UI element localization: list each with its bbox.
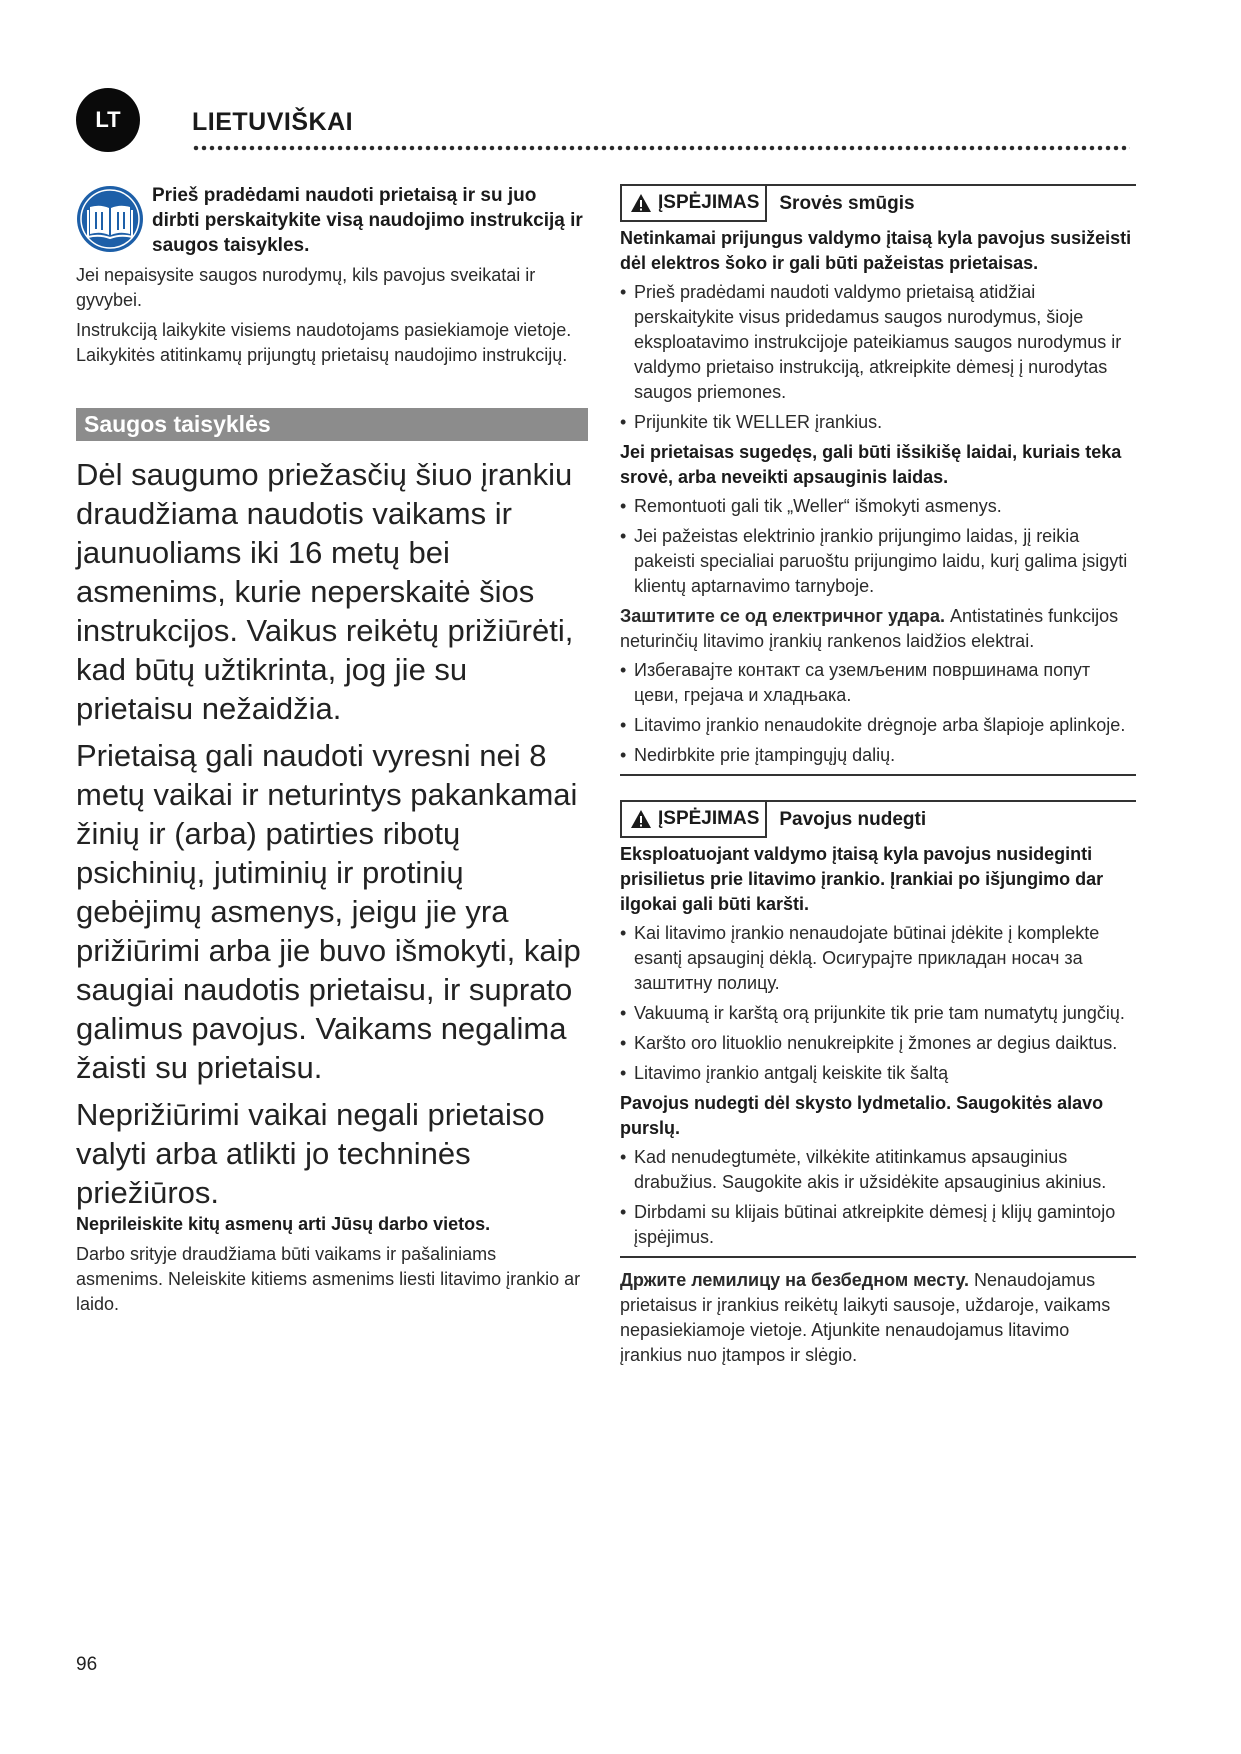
warning-electric-shock [620, 184, 1136, 776]
closing-paragraph-rest: Nenaudojamus prietaisus ir įrankius reikėtų laikyti sausoje, uždaroje, vaikams nepasiekiamoje vietoje. Atjunkite nenaudojamus litavimo įrankius nuo įtampos ir slėgio. [620, 1270, 1111, 1365]
mixed-paragraph [620, 604, 1136, 654]
bullet-list [620, 658, 1136, 768]
intro-block [76, 183, 588, 258]
warning-burn [620, 800, 1136, 1258]
warning-header [620, 800, 1136, 838]
warning-title: Pavojus nudegti [779, 809, 927, 830]
warning-triangle-icon [630, 193, 652, 213]
workplace-note-text: Darbo srityje draudžiama būti vaikams ir pašaliniams asmenims. Neleiskite kitiems asmenims liesti litavimo įrankio ar laido. [76, 1244, 581, 1314]
warning-bold-text-1: Eksploatuojant valdymo įtaisą kyla pavojus nusideginti prisilietus prie litavimo įrankio. Įrankiai po išjungimo dar ilgokai gali būti karšti. [620, 844, 1104, 914]
list-item: • Dirbdami su klijais būtinai atkreipkite dėmesį į klijų gamintojo įspėjimus. [620, 1200, 1136, 1250]
list-item: • Kad nenudegtumėte, vilkėkite atitinkamus apsauginius drabužius. Saugokite akis ir užsidėkite apsauginius akinius. [620, 1145, 1136, 1195]
list-item: • Vakuumą ir karštą orą prijunkite tik prie tam numatytų jungčių. [620, 1001, 1136, 1026]
list-item: • Karšto oro lituoklio nenukreipkite į žmones ar degius daiktus. [620, 1031, 1136, 1056]
list-item: • Prijunkite tik WELLER įrankius. [620, 410, 1136, 435]
warning-bold-text-2: Pavojus nudegti dėl skysto lydmetalio. Saugokitės alavo purslų. [620, 1093, 1104, 1138]
closing-paragraph-bold: Држите лемилицу на безбедном месту. [620, 1270, 969, 1290]
dotted-divider [192, 144, 1130, 152]
section-heading-safety: Saugos taisyklės [76, 408, 588, 441]
list-item: • Litavimo įrankio antgalį keiskite tik šaltą [620, 1061, 1136, 1086]
left-column [76, 183, 588, 1317]
large-safety-text-2: Prietaisą gali naudoti vyresni nei 8 metų vaikai ir neturintys pakankamai žinių ir (arba) patirties ribotų psichinių, jutiminių ir protinių gebėjimų asmenys, jeigu jie yra prižiūrimi arba jie buvo išmokyti, kaip saugiai naudotis prietaisu, ir suprato galimus pavojus. Vaikams negalima žaisti su prietaisu. [76, 738, 581, 1085]
list-item: • Избегавајте контакт са уземљеним површинама попут цеви, грејача и хладњака. [620, 658, 1136, 708]
intro-paragraph-1: Jei nepaisysite saugos nurodymų, kils pavojus sveikatai ir gyvybei. [76, 265, 536, 310]
warning-label: ĮSPĖJIMAS [658, 192, 760, 213]
warning-triangle-icon [630, 809, 652, 829]
list-item: • Remontuoti gali tik „Weller“ išmokyti asmenys. [620, 494, 1136, 519]
warning-end-rule [620, 774, 1136, 776]
closing-paragraph [620, 1268, 1136, 1368]
language-heading: LIETUVIŠKAI [192, 108, 354, 136]
bullet-list [620, 1145, 1136, 1250]
warning-header [620, 184, 1136, 222]
read-manual-icon [76, 185, 144, 253]
workplace-note-heading: Neprileiskite kitų asmenų arti Jūsų darbo vietos. [76, 1214, 491, 1234]
list-item: • Prieš pradėdami naudoti valdymo prietaisą atidžiai perskaitykite visus pridedamus saugos nurodymus, šioje eksploatavimo instrukcijoje pateikiamus saugos nurodymus ir valdymo prietaiso instrukciją, atkreipkite dėmesį į nurodytas saugos priemones. [620, 280, 1136, 405]
warning-bold-text-1: Netinkamai prijungus valdymo įtaisą kyla pavojus susižeisti dėl elektros šoko ir gali būti pažeistas prietaisas. [620, 228, 1132, 273]
bullet-list [620, 921, 1136, 1086]
list-item: • Nedirbkite prie įtampingųjų dalių. [620, 743, 1136, 768]
warning-label-box [620, 186, 767, 222]
page-number: 96 [76, 1654, 98, 1675]
list-item: • Kai litavimo įrankio nenaudojate būtinai įdėkite į komplekte esantį apsauginį dėklą. Осигурајте прикладан носач за заштитну полицу. [620, 921, 1136, 996]
warning-label-box [620, 802, 767, 838]
mixed-paragraph-bold: Заштитите се од електричног удара. [620, 606, 946, 626]
bullet-list [620, 280, 1136, 435]
intro-bold-text: Prieš pradėdami naudoti prietaisą ir su juo dirbti perskaitykite visą naudojimo instrukciją ir saugos taisykles. [152, 185, 583, 256]
large-safety-text-1: Dėl saugumo priežasčių šiuo įrankiu draudžiama naudotis vaikams ir jaunuoliams iki 16 metų bei asmenims, kurie neperskaitė šios instrukcijos. Vaikus reikėtų prižiūrėti, kad būtų užtikrinta, jog jie su prietaisu nežaidžia. [76, 457, 574, 726]
list-item: • Litavimo įrankio nenaudokite drėgnoje arba šlapioje aplinkoje. [620, 713, 1136, 738]
bullet-list [620, 494, 1136, 599]
right-column [620, 184, 1136, 1368]
intro-paragraph-2: Instrukciją laikykite visiems naudotojams pasiekiamoje vietoje. Laikykitės atitinkamų prijungtų prietaisų naudojimo instrukcijų. [76, 320, 572, 365]
warning-title: Srovės smūgis [779, 193, 915, 214]
mixed-paragraph-rest: Antistatinės funkcijos neturinčių litavimo įrankių rankenos laidžios elektrai. [620, 606, 1119, 651]
list-item: • Jei pažeistas elektrinio įrankio prijungimo laidas, jį reikia pakeisti specialiai paruoštu prijungimo laidu, kurį galima įsigyti klientų aptarnavimo tarnyboje. [620, 524, 1136, 599]
large-safety-text-3: Neprižiūrimi vaikai negali prietaiso valyti arba atlikti jo techninės priežiūros. [76, 1097, 545, 1210]
warning-end-rule [620, 1256, 1136, 1258]
warning-bold-text-2: Jei prietaisas sugedęs, gali būti išsikišę laidai, kuriais teka srovė, arba neveikti apsauginis laidas. [620, 442, 1122, 487]
warning-label: ĮSPĖJIMAS [658, 808, 760, 829]
language-badge: LT [76, 88, 140, 152]
